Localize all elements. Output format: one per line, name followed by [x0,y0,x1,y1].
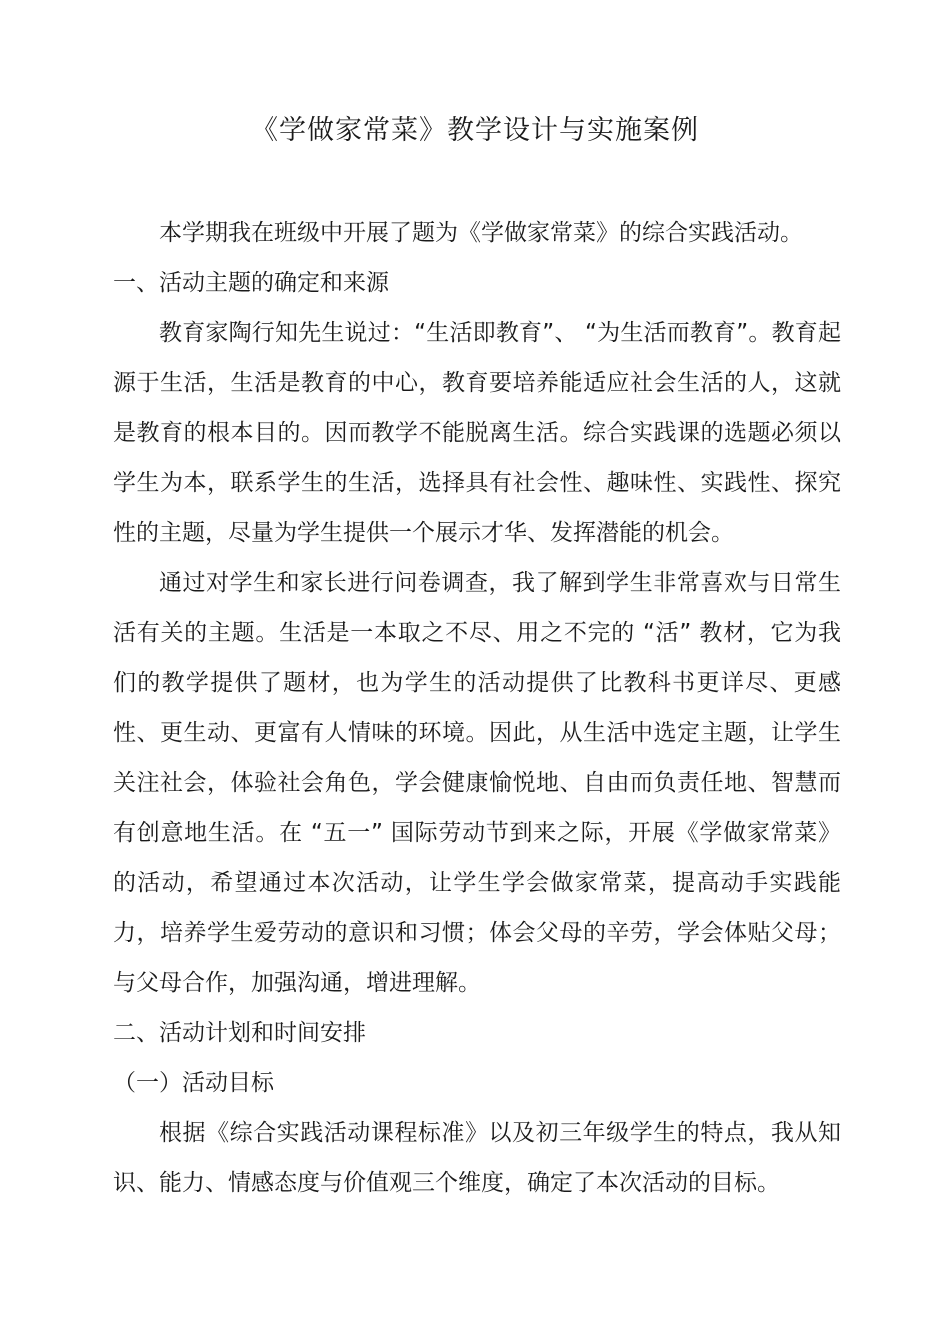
intro-paragraph: 本学期我在班级中开展了题为《学做家常菜》的综合实践活动。 [159,220,803,246]
section-heading-2: 二、活动计划和时间安排 [113,1020,366,1046]
section-heading-1: 一、活动主题的确定和来源 [113,270,389,296]
body-paragraph-1: 教育家陶行知先生说过：“生活即教育”、 “为生活而教育”。教育起源于生活，生活是教育的中心，教育要培养能适应社会生活的人，这就是教育的根本目的。因而教学不能脱离生活。综合实践课的选题必须以学生为本，联系学生的生活，选择具有社会性、趣味性、实践性、探究性的主题，尽量为学生提供一个展示才华、发挥潜能的机会。 [113,320,841,546]
document-title: 《学做家常菜》教学设计与实施案例 [251,115,699,146]
body-paragraph-2: 通过对学生和家长进行问卷调查，我了解到学生非常喜欢与日常生活有关的主题。生活是一本取之不尽、用之不完的 “活” 教材，它为我们的教学提供了题材，也为学生的活动提供了比教科书更详尽、更感性、更生动、更富有人情味的环境。因此，从生活中选定主题，让学生关注社会，体验社会角色，学会健康愉悦地、自由而负责任地、智慧而有创意地生活。在 “五一” 国际劳动节到来之际，开展《学做家常菜》的活动，希望通过本次活动，让学生学会做家常菜，提高动手实践能力，培养学生爱劳动的意识和习惯；体会父母的辛劳，学会体贴父母；与父母合作，加强沟通，增进理解。 [113,570,841,996]
document-body [113,208,841,1208]
body-paragraph-3: 根据《综合实践活动课程标准》以及初三年级学生的特点，我从知识、能力、情感态度与价值观三个维度，确定了本次活动的目标。 [113,1120,841,1196]
subsection-heading-1: （一）活动目标 [113,1070,274,1096]
